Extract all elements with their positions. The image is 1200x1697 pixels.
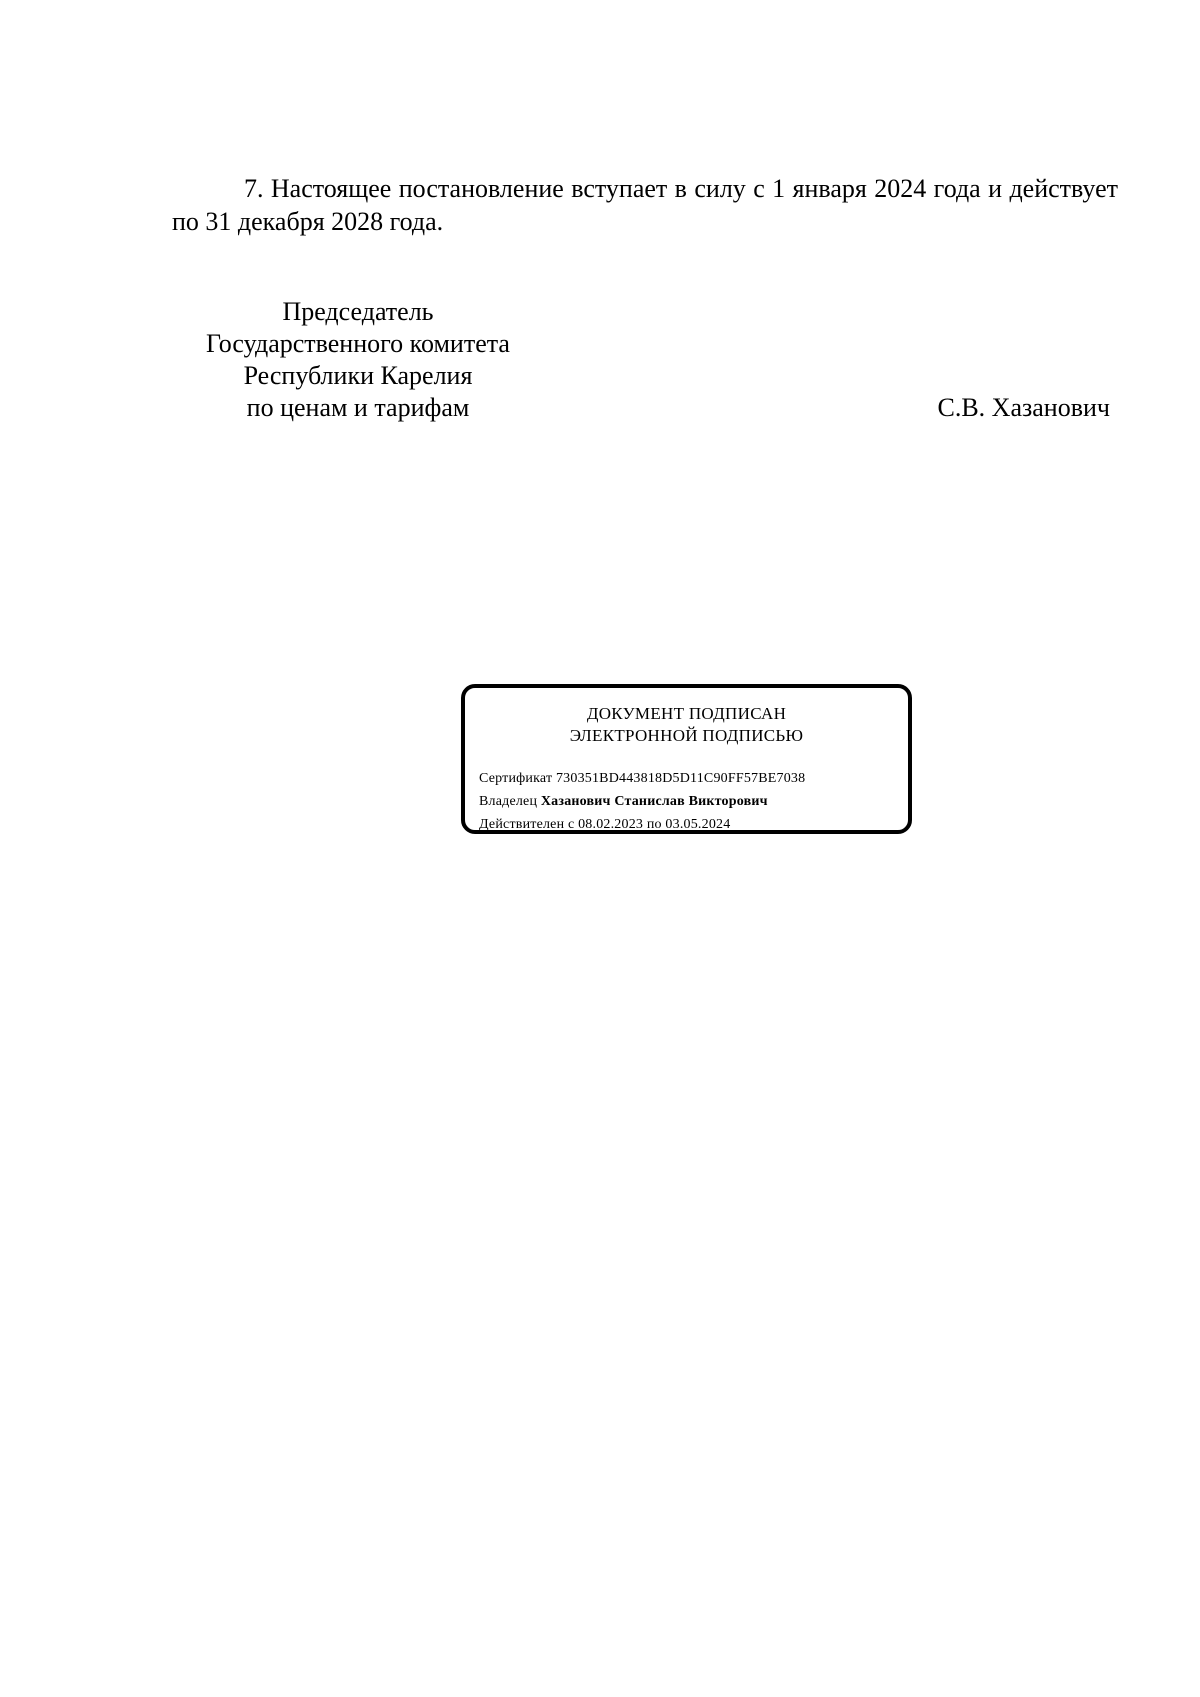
owner-label: Владелец [479,794,538,809]
signer-name: С.В. Хазанович [937,393,1110,422]
valid-from: 08.02.2023 [578,817,644,832]
stamp-header [465,703,908,747]
certificate-label: Сертификат [479,771,553,786]
certificate-row [479,767,805,790]
valid-to-label: по [646,817,662,832]
electronic-signature-stamp [461,684,912,834]
stamp-header-line-2: ЭЛЕКТРОННОЙ ПОДПИСЬЮ [569,726,804,745]
stamp-header-line-1: ДОКУМЕНТ ПОДПИСАН [586,704,787,723]
valid-to: 03.05.2024 [665,817,731,832]
signatory-position-line-2: Государственного комитета [206,329,510,358]
owner-value: Хазанович Станислав Викторович [540,794,768,809]
valid-label: Действителен с [479,817,575,832]
signatory-position-line-3: Республики Карелия [243,361,473,390]
signatory-position-line-4: по ценам и тарифам [246,393,470,422]
paragraph-7: 7. Настоящее постановление вступает в силу с 1 января 2024 года и действует по 31 декабря 2028 года. [172,174,1118,236]
validity-row [479,813,805,836]
stamp-details [479,767,805,836]
signatory-position [172,296,544,424]
certificate-value: 730351BD443818D5D11C90FF57BE7038 [555,771,806,786]
owner-row [479,790,805,813]
signatory-position-line-1: Председатель [282,297,434,326]
